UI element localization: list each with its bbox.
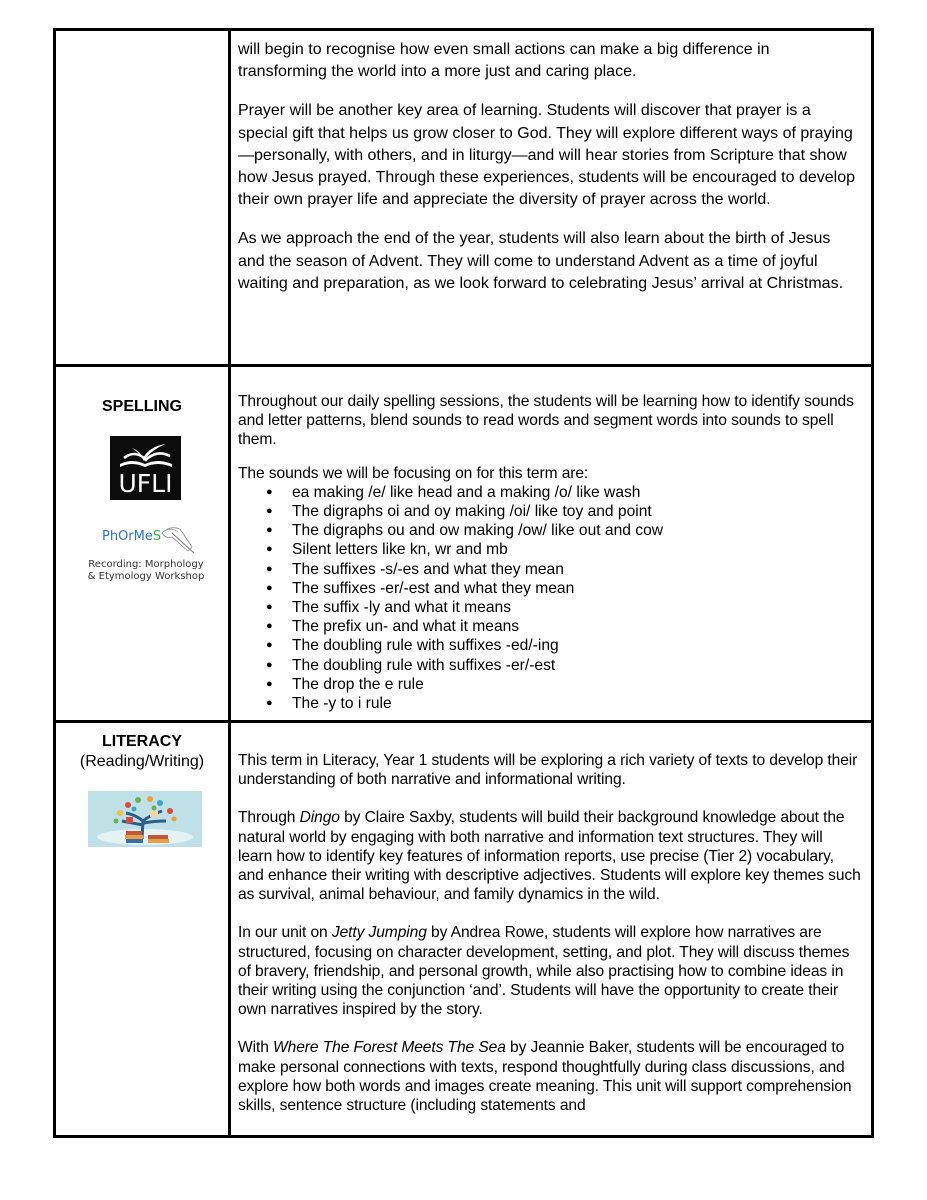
content-cell-religion: [231, 31, 871, 364]
table-row-spelling: [56, 367, 871, 723]
content-cell-literacy: [231, 723, 871, 1135]
book-title-forest-meets-sea: Where The Forest Meets The Sea: [273, 1039, 506, 1057]
sounds-list-intro: The sounds we will be focusing on for this term are:: [238, 464, 589, 482]
phormes-brand: PhOrMeS: [102, 529, 162, 544]
list-item: ● The -y to i rule: [266, 694, 861, 713]
subject-subheading-literacy: (Reading/Writing): [79, 753, 205, 770]
subject-cell-empty: [56, 31, 231, 364]
book-title-jetty-jumping: Jetty Jumping: [331, 924, 427, 942]
list-item: ● The suffixes -s/-es and what they mean: [266, 560, 861, 579]
ufli-logo-text: UFLI: [118, 469, 173, 498]
content-cell-spelling: [231, 367, 871, 720]
book-tree-illustration-icon: [88, 791, 202, 847]
hand-writing-pencil-icon: [158, 523, 198, 557]
sounds-list: [238, 483, 861, 713]
list-item: ● The doubling rule with suffixes -er/-est: [266, 656, 861, 675]
book-tree-illustration: [88, 791, 202, 847]
spelling-intro: Throughout our daily spelling sessions, the students will be learning how to identify sounds and letter patterns, blend sounds to read words and segment words into sounds to spell them.: [238, 393, 854, 449]
list-item: ● The prefix un- and what it means: [266, 617, 861, 636]
list-item: ● The suffix -ly and what it means: [266, 598, 861, 617]
list-item: ● The digraphs ou and ow making /ow/ like out and cow: [266, 521, 861, 540]
subject-cell-spelling: [56, 367, 231, 720]
phormes-caption: Recording: Morphology & Etymology Workshop: [87, 559, 205, 582]
paragraph-prayer: Prayer will be another key area of learning. Students will discover that prayer is a special gift that helps us grow closer to God. They will explore different ways of praying—personally, with others, and in liturgy—and will hear stories from Scripture that show how Jesus prayed. Through these experiences, students will be encouraged to develop their own prayer life and appreciate the diversity of prayer across the world.: [238, 102, 855, 209]
paragraph-jetty-jumping: In our unit on Jetty Jumping by Andrea Rowe, students will explore how narratives are structured, focusing on character development, setting, and plot. They will discuss themes of bravery, friendship, and personal growth, while also practising how to combine ideas in their writing using the conjunction ‘and’. Students will have the opportunity to create their own narratives inspired by the story.: [238, 924, 850, 1019]
list-item: ● The digraphs oi and oy making /oi/ like toy and point: [266, 502, 861, 521]
subject-cell-literacy: [56, 723, 231, 1135]
subject-heading-literacy: LITERACY: [102, 733, 182, 750]
ufli-logo: [110, 436, 181, 500]
list-item: ● The drop the e rule: [266, 675, 861, 694]
table-row-religion-continued: [56, 31, 871, 367]
list-item: ● The suffixes -er/-est and what they mean: [266, 579, 861, 598]
literacy-intro: This term in Literacy, Year 1 students will be exploring a rich variety of texts to develop their understanding of both narrative and informational writing.: [238, 752, 858, 789]
list-item: ● Silent letters like kn, wr and mb: [266, 540, 861, 559]
subject-heading-spelling: SPELLING: [101, 398, 182, 415]
paragraph-advent: As we approach the end of the year, students will also learn about the birth of Jesus and the season of Advent. They will come to understand Advent as a time of joyful waiting and preparation, as we look forward to celebrating Jesus’ arrival at Christmas.: [238, 230, 844, 292]
paragraph-dingo: Through Dingo by Claire Saxby, students will build their background knowledge about the natural world by engaging with both narrative and information text structures. They will learn how to identify key features of information reports, use precise (Tier 2) vocabulary, and enhance their writing with descriptive adjectives. Students will explore key themes such as survival, animal behaviour, and family dynamics in the wild.: [238, 809, 861, 904]
list-item: ● ea making /e/ like head and a making /o/ like wash: [266, 483, 861, 502]
book-title-dingo: Dingo: [299, 809, 340, 827]
phormes-logo: [86, 529, 206, 583]
table-row-literacy: [56, 723, 871, 1135]
curriculum-table: [53, 28, 874, 1138]
paragraph-social-justice: will begin to recognise how even small actions can make a big difference in transforming the world into a more just and caring place.: [238, 41, 770, 81]
list-item: ● The doubling rule with suffixes -ed/-ing: [266, 636, 861, 655]
paragraph-forest-meets-sea: With Where The Forest Meets The Sea by Jeannie Baker, students will be encouraged to make personal connections with texts, respond thoughtfully during class discussions, and explore how both words and images create meaning. This unit will support comprehension skills, sentence structure (including statements and: [238, 1039, 852, 1115]
